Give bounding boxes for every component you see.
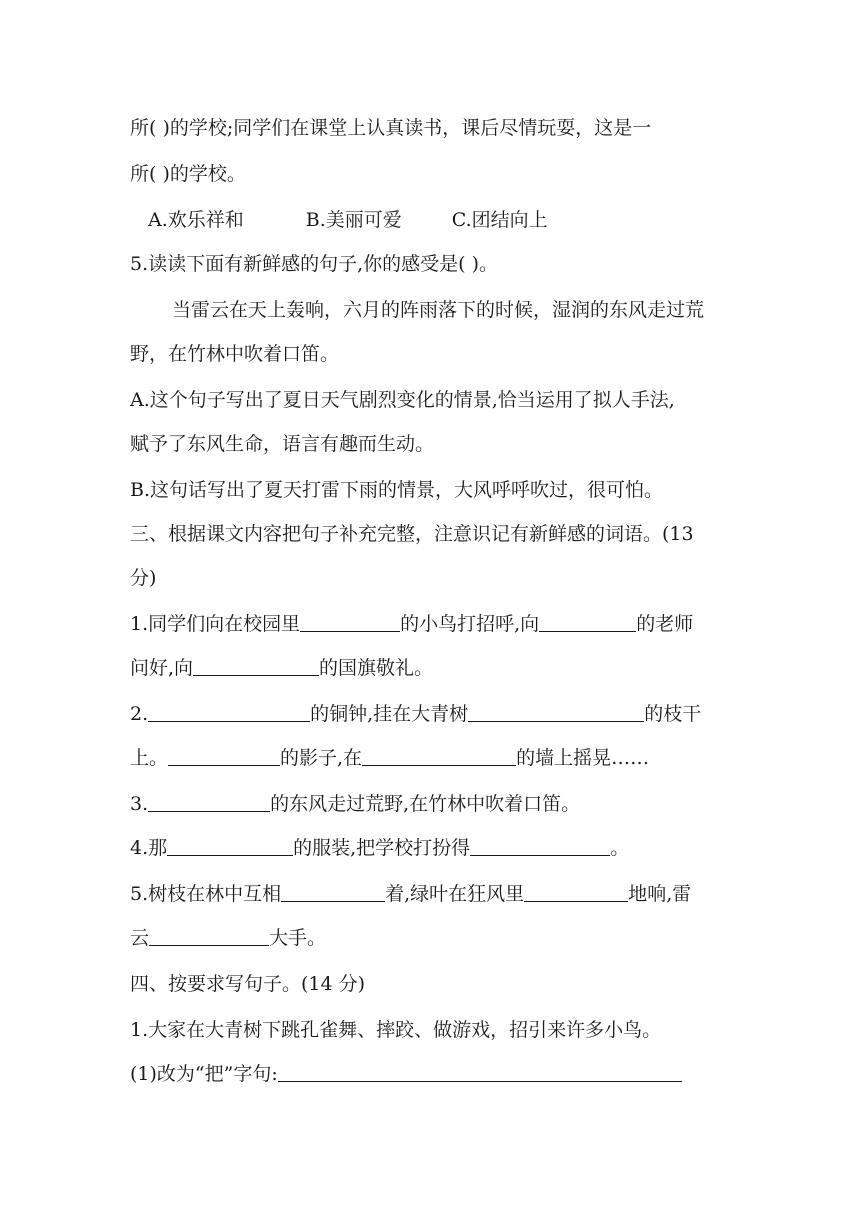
answer-line[interactable] [278,1063,682,1082]
q4-option-a: A.欢乐祥和 [148,209,244,231]
section-4-title: 四、按要求写句子。(14 分) [130,973,366,995]
text-segment: 上。 [130,747,169,769]
section-3-title-line-1: 三、根据课文内容把句子补充完整，注意识记有新鲜感的词语。(13 [130,523,694,545]
text-segment: 4.那 [130,837,168,859]
text-segment: 问好,向 [130,657,194,679]
q5-passage-line-1: 当雷云在天上轰响，六月的阵雨落下的时候，湿润的东风走过荒 [172,299,705,321]
q4-line-1: 所( )的学校;同学们在课堂上认真读书，课后尽情玩耍，这是一 [130,117,652,139]
q4-option-c: C.团结向上 [451,209,548,231]
text-segment: 的小鸟打招呼,向 [400,613,540,635]
text-segment: 的国旗敬礼。 [319,657,434,679]
text-segment: 1.同学们向在校园里 [130,613,301,635]
fill-blank[interactable] [148,703,310,722]
q4-options [148,208,548,232]
s3-q3 [130,792,580,816]
text-segment: 3. [130,793,149,815]
text-segment: 的铜钟,挂在大青树 [310,703,469,725]
q5-option-a-line-1: A.这个句子写出了夏日天气剧烈变化的情景,恰当运用了拟人手法, [130,389,675,411]
s3-q1-line-2 [130,656,433,680]
fill-blank[interactable] [167,837,293,856]
text-segment: 的枝干 [644,703,702,725]
fill-blank[interactable] [524,883,628,902]
s3-q1-line-1 [130,612,693,636]
text-segment: 5.树枝在林中互相 [130,883,282,905]
s3-q4 [130,836,629,860]
section-3-title-line-2: 分) [130,567,157,589]
s3-q5-line-2 [130,926,326,950]
fill-blank[interactable] [539,613,636,632]
q4-option-b: B.美丽可爱 [305,209,402,231]
fill-blank[interactable] [193,657,319,676]
text-segment: 。 [610,837,630,859]
text-segment: 地响,雷 [628,883,692,905]
fill-blank[interactable] [470,837,610,856]
fill-blank[interactable] [300,613,400,632]
text-segment: 云 [130,927,150,949]
fill-blank[interactable] [281,883,385,902]
fill-blank[interactable] [468,703,644,722]
q5-stem: 5.读读下面有新鲜感的句子,你的感受是( )。 [130,253,499,275]
s3-q2-line-1 [130,702,701,726]
q5-option-b: B.这句话写出了夏天打雷下雨的情景，大风呼呼吹过，很可怕。 [130,479,664,501]
q5-passage-line-2: 野，在竹林中吹着口笛。 [130,343,340,365]
text-segment: 的东风走过荒野,在竹林中吹着口笛。 [270,793,581,815]
text-segment: 的老师 [636,613,694,635]
text-segment: 的墙上摇晃…… [516,747,650,769]
fill-blank[interactable] [149,927,269,946]
q5-option-a-line-2: 赋予了东风生命，语言有趣而生动。 [130,433,435,455]
text-segment: (1)改为“把”字句: [130,1063,278,1085]
text-segment: 的服装,把学校打扮得 [293,837,471,859]
s3-q5-line-1 [130,882,691,906]
fill-blank[interactable] [148,793,270,812]
text-segment: 的影子,在 [280,747,363,769]
s3-q2-line-2 [130,746,649,770]
text-segment: 2. [130,703,149,725]
s4-q1: 1.大家在大青树下跳孔雀舞、摔跤、做游戏，招引来许多小鸟。 [130,1019,662,1041]
text-segment: 大手。 [269,927,327,949]
s4-q1-part-1 [130,1062,682,1086]
q4-line-2: 所( )的学校。 [130,163,246,185]
fill-blank[interactable] [168,747,280,766]
text-segment: 着,绿叶在狂风里 [385,883,525,905]
fill-blank[interactable] [362,747,516,766]
